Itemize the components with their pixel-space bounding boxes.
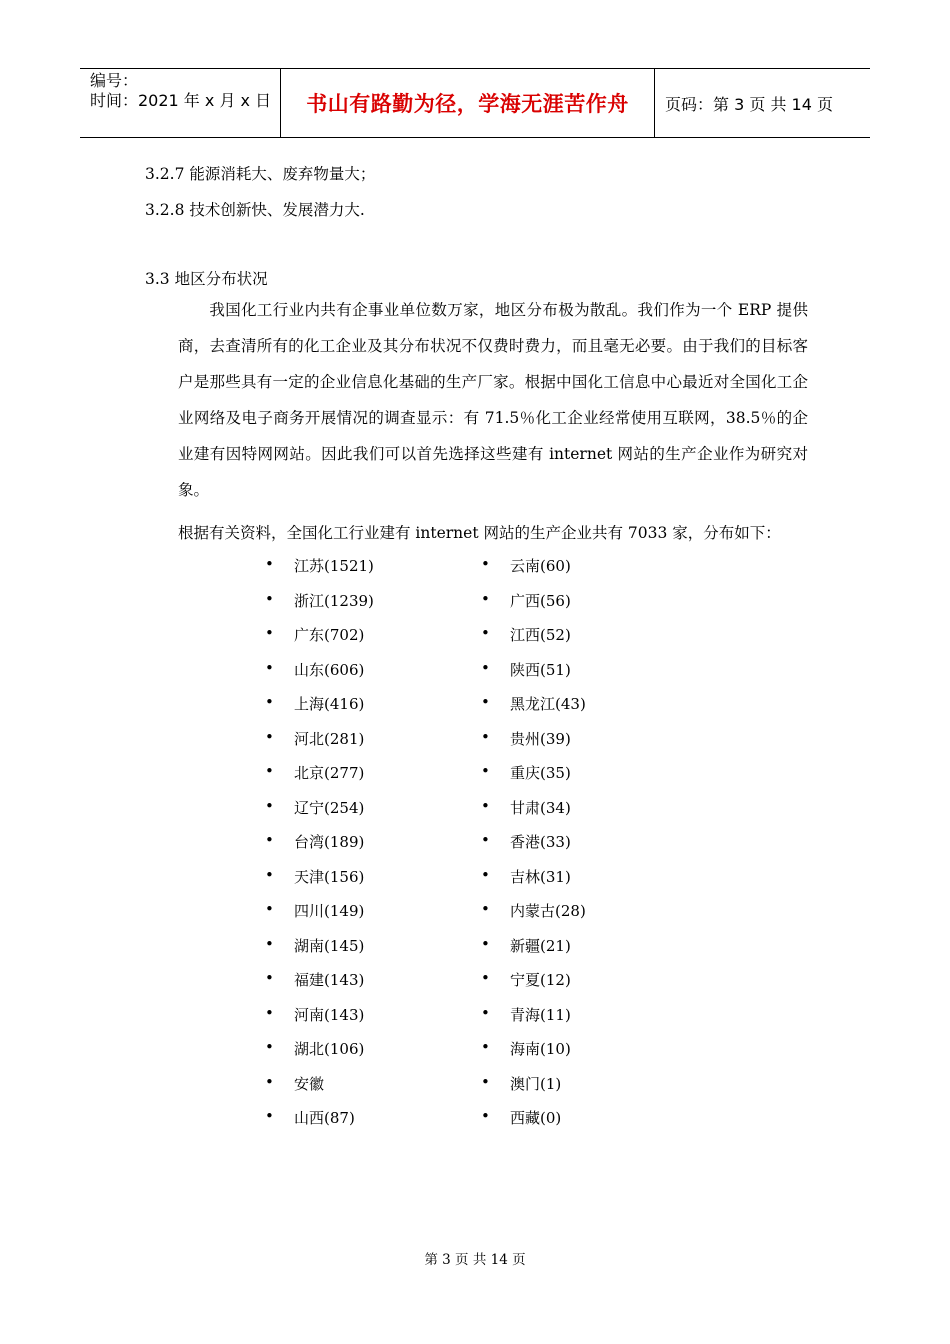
bullet-icon: • (265, 762, 274, 780)
region-label: 辽宁(254) (294, 798, 365, 817)
region-label: 福建(143) (294, 971, 365, 989)
region-label: 安徽 (294, 1074, 325, 1093)
region-label: 台湾(189) (294, 833, 365, 851)
bullet-icon: • (265, 693, 274, 711)
bullet-icon: • (481, 762, 490, 780)
region-label: 广东(702) (294, 626, 365, 644)
bullet-icon: • (265, 934, 274, 953)
region-label: 江苏(1521) (294, 557, 374, 575)
region-label: 四川(149) (294, 902, 365, 920)
region-label: 广西(56) (510, 591, 571, 610)
header-motto-cell (281, 69, 655, 137)
bullet-icon: • (265, 865, 274, 884)
bullet-icon: • (481, 624, 490, 642)
region-label: 江西(52) (510, 626, 571, 644)
bullet-icon: • (481, 831, 490, 849)
region-label: 河北(281) (294, 729, 365, 748)
bullet-icon: • (481, 1107, 490, 1125)
region-label: 内蒙古(28) (510, 902, 586, 920)
bullet-icon: • (265, 1003, 274, 1022)
bullet-icon: • (265, 555, 274, 573)
region-label: 湖南(145) (294, 936, 365, 955)
region-label: 贵州(39) (510, 729, 571, 748)
bullet-icon: • (265, 727, 274, 746)
header-page-info: 页码：第 3 页 共 14 页 (665, 94, 833, 114)
bullet-icon: • (265, 1107, 274, 1125)
header-meta (80, 69, 281, 137)
bullet-icon: • (265, 1072, 274, 1091)
page-footer: 第 3 页 共 14 页 (424, 1252, 526, 1268)
bullet-icon: • (481, 865, 490, 884)
region-label: 陕西(51) (510, 660, 571, 679)
bullet-icon: • (481, 658, 490, 677)
bullet-icon: • (481, 796, 490, 815)
region-label: 浙江(1239) (294, 591, 374, 610)
region-label: 海南(10) (510, 1040, 571, 1058)
bullet-icon: • (265, 589, 274, 608)
bullet-icon: • (265, 900, 274, 918)
region-label: 河南(143) (294, 1005, 365, 1024)
region-label: 北京(277) (294, 764, 365, 782)
bullet-icon: • (265, 969, 274, 987)
bullet-icon: • (481, 693, 490, 711)
region-label: 山东(606) (294, 660, 365, 679)
region-label: 吉林(31) (510, 867, 571, 886)
section-heading: 3.3 地区分布状况 (145, 270, 268, 288)
bullet-icon: • (481, 555, 490, 573)
bullet-icon: • (265, 1038, 274, 1056)
bullet-icon: • (481, 969, 490, 987)
section-paragraph (178, 292, 808, 508)
region-label: 新疆(21) (510, 936, 571, 955)
page-header (80, 68, 870, 138)
bullet-icon: • (481, 1038, 490, 1056)
distribution-intro: 根据有关资料，全国化工行业建有 internet 网站的生产企业共有 7033 家，分布如下： (178, 524, 781, 542)
region-label: 山西(87) (294, 1109, 355, 1127)
document-number-label: 编号： (90, 71, 139, 90)
item-3-2-8: 3.2.8 技术创新快、发展潜力大. (145, 201, 365, 219)
bullet-icon: • (481, 1003, 490, 1022)
region-label: 青海(11) (510, 1005, 571, 1024)
region-label: 上海(416) (294, 695, 365, 713)
bullet-icon: • (481, 727, 490, 746)
bullet-icon: • (265, 624, 274, 642)
region-label: 宁夏(12) (510, 971, 571, 989)
region-label: 湖北(106) (294, 1040, 365, 1058)
bullet-icon: • (265, 658, 274, 677)
region-label: 黑龙江(43) (510, 695, 586, 713)
region-label: 香港(33) (510, 833, 571, 851)
header-page-info-cell (655, 69, 870, 137)
region-label: 云南(60) (510, 557, 571, 575)
bullet-icon: • (265, 796, 274, 815)
bullet-icon: • (265, 831, 274, 849)
region-label: 重庆(35) (510, 764, 571, 782)
region-label: 天津(156) (294, 867, 365, 886)
region-label: 甘肃(34) (510, 798, 571, 817)
bullet-icon: • (481, 900, 490, 918)
document-date-label: 时间：2021 年 x 月 x 日 (90, 91, 272, 110)
paragraph-text: 我国化工行业内共有企事业单位数万家，地区分布极为散乱。我们作为一个 ERP 提供商，去查清所有的化工企业及其分布状况不仅费时费力，而且毫无必要。由于我们的目标客户是那些具有一定的企业信息化基础的生产厂家。根据中国化工信息中心最近对全国化工企业网络及电子商务开展情况的调查显示：有 71.5％化工企业经常使用互联网，38.5％的企业建有因特网网站。因此我们可以首先选择这些建有 internet 网站的生产企业作为研究对象。 (178, 301, 808, 499)
bullet-icon: • (481, 934, 490, 953)
header-motto: 书山有路勤为径，学海无涯苦作舟 (306, 92, 629, 116)
region-label: 西藏(0) (510, 1109, 562, 1127)
region-label: 澳门(1) (510, 1074, 562, 1093)
bullet-icon: • (481, 589, 490, 608)
item-3-2-7: 3.2.7 能源消耗大、废弃物量大； (145, 165, 376, 183)
bullet-icon: • (481, 1072, 490, 1091)
